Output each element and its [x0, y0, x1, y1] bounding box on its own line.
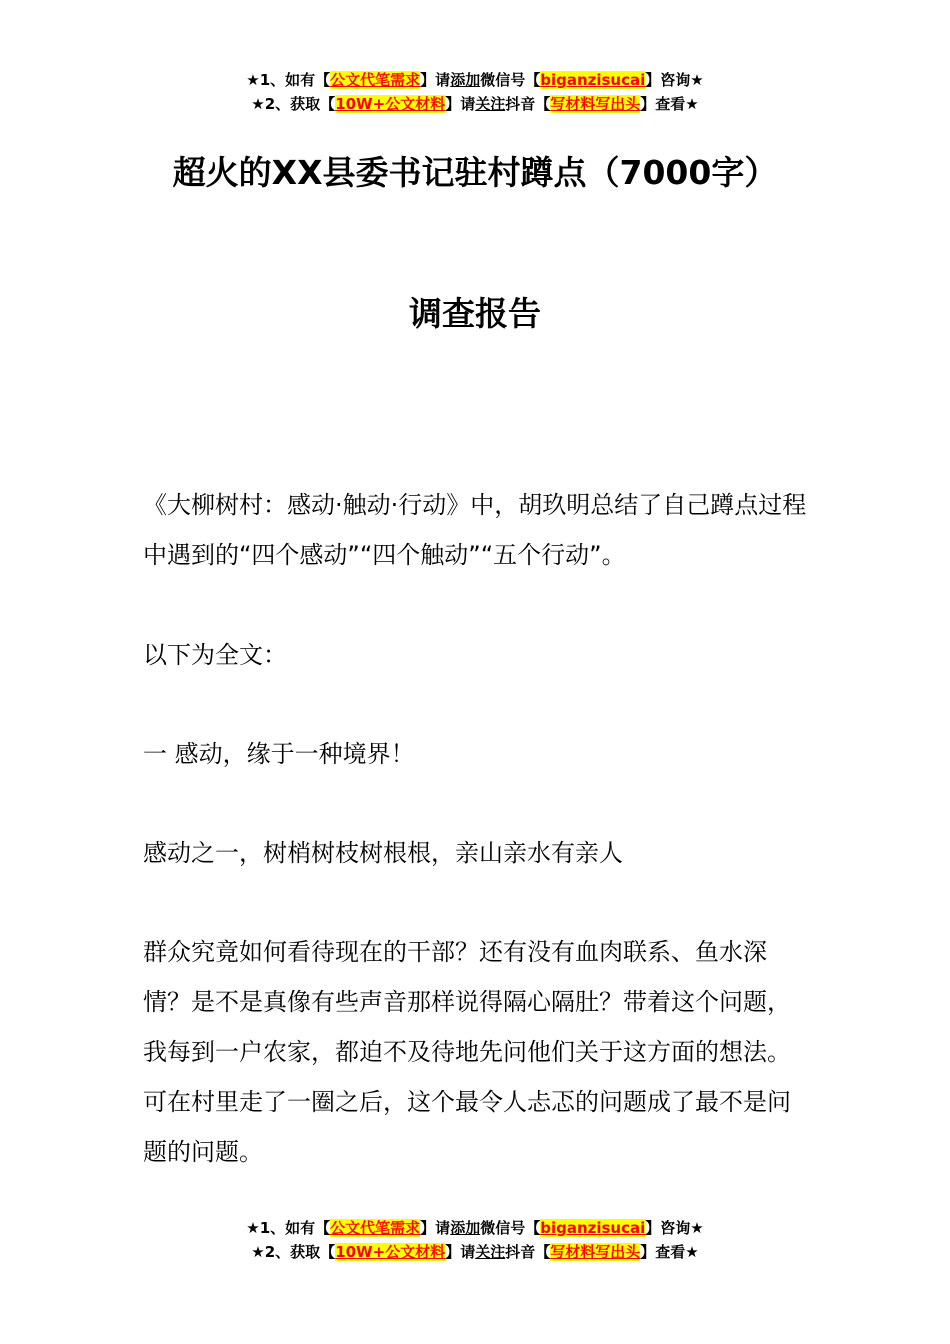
banner-highlight: 10W+公文材料 [335, 95, 446, 113]
banner-highlight: 公文代笔需求 [330, 1219, 421, 1237]
banner-line-1: ★1、如有【公文代笔需求】请添加微信号【biganzisucai】咨询★ [246, 71, 704, 89]
fulltext-label: 以下为全文： [143, 641, 287, 669]
douyin-id-highlight: 写材料写出头 [550, 95, 641, 113]
wechat-id-highlight: biganzisucai [540, 1219, 646, 1237]
footer-banner [0, 1216, 950, 1264]
document-title: 超火的XX县委书记驻村蹲点（7000字） [172, 153, 778, 192]
banner-highlight: 10W+公文材料 [335, 1243, 446, 1261]
douyin-id-highlight: 写材料写出头 [550, 1243, 641, 1261]
subsection-heading: 感动之一，树梢树枝树根根，亲山亲水有亲人 [143, 839, 623, 867]
banner-line-2: ★2、获取【10W+公文材料】请关注抖音【写材料写出头】查看★ [251, 95, 699, 113]
banner-line-1: ★1、如有【公文代笔需求】请添加微信号【biganzisucai】咨询★ [246, 1219, 704, 1237]
banner-highlight: 公文代笔需求 [330, 71, 421, 89]
banner-line-2: ★2、获取【10W+公文材料】请关注抖音【写材料写出头】查看★ [251, 1243, 699, 1261]
intro-paragraph: 《大柳树村：感动·触动·行动》中，胡玖明总结了自己蹲点过程中遇到的“四个感动”“四个触动”“五个行动”。 [143, 491, 807, 569]
section-heading: 一 感动，缘于一种境界！ [143, 740, 415, 768]
body-paragraph: 群众究竟如何看待现在的干部？还有没有血肉联系、鱼水深情？是不是真像有些声音那样说得隔心隔肚？带着这个问题，我每到一户农家，都迫不及待地先问他们关于这方面的想法。可在村里走了一圈之后，这个最令人忐忑的问题成了最不是问题的问题。 [143, 938, 791, 1166]
document-title-continued: 调查报告 [409, 294, 541, 333]
header-banner [0, 68, 950, 116]
wechat-id-highlight: biganzisucai [540, 71, 646, 89]
